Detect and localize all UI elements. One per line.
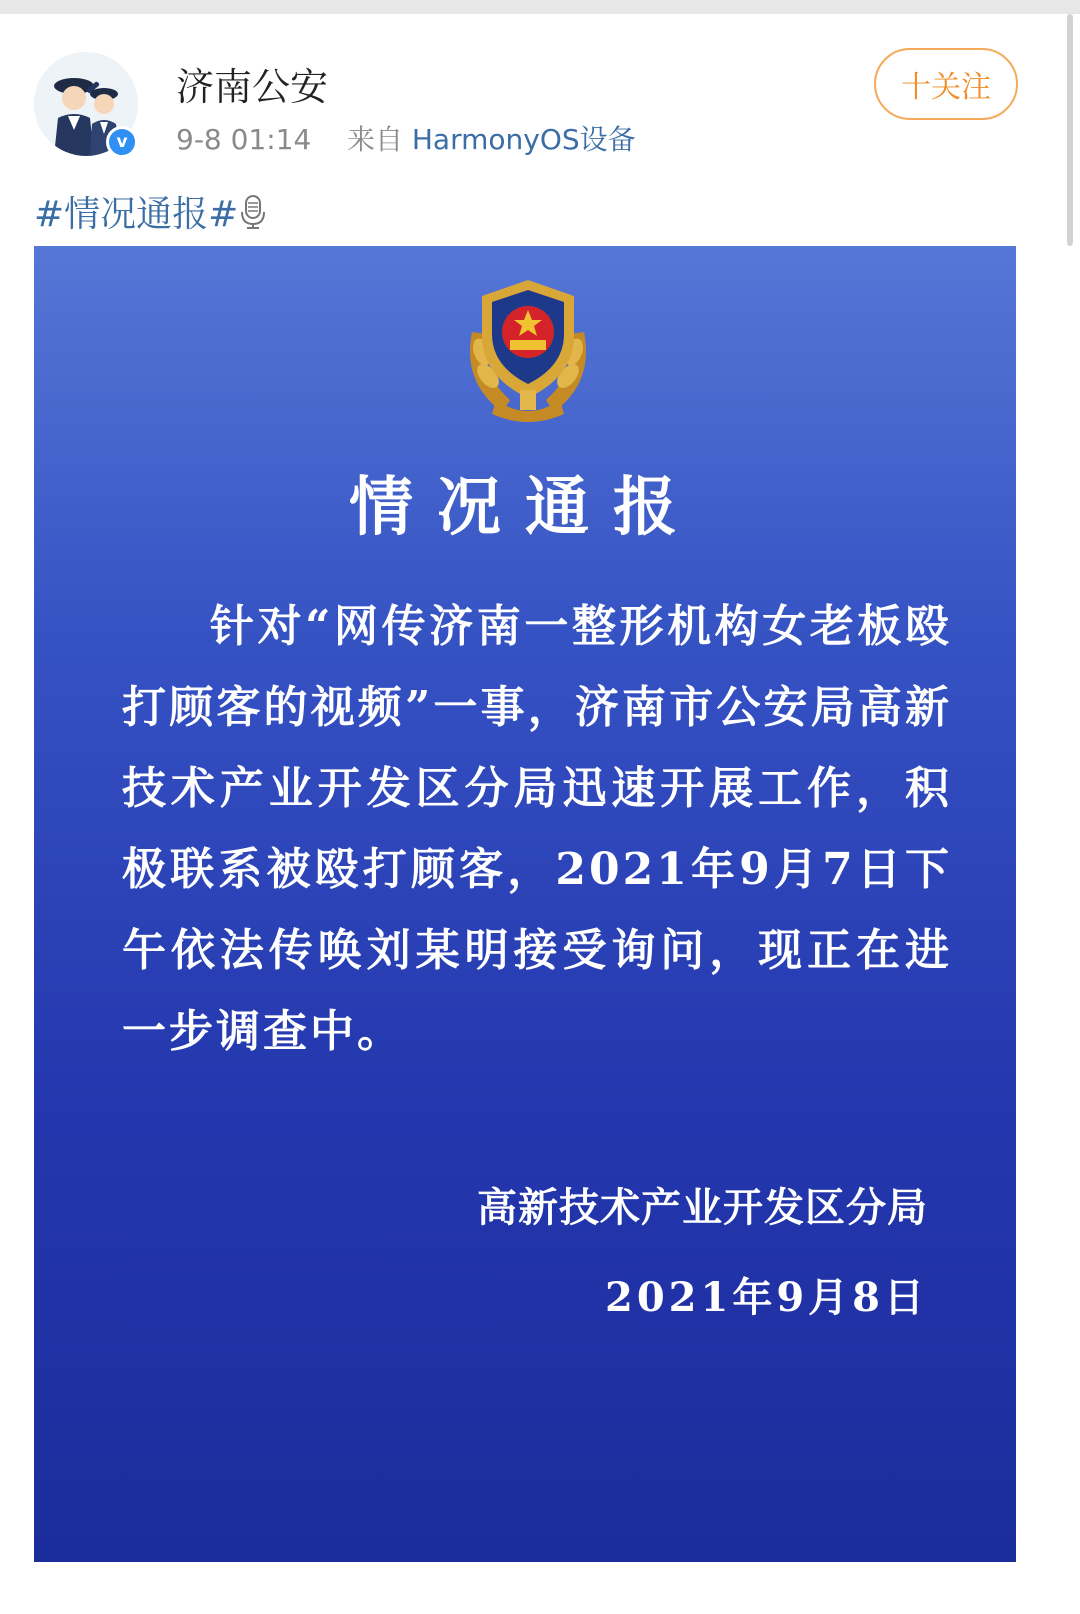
status-strip: [0, 0, 1080, 14]
post-image[interactable]: [34, 246, 1016, 1562]
source-prefix: 来自: [346, 123, 403, 156]
microphone-icon: [240, 194, 266, 239]
post-meta: [176, 118, 636, 158]
poster-date: 2021年9月8日: [605, 1274, 928, 1321]
follow-button[interactable]: 十关注: [874, 48, 1018, 120]
verified-badge-icon: v: [106, 126, 138, 158]
hashtag-link[interactable]: #情况通报#: [34, 186, 266, 239]
post-time: 9-8 01:14: [176, 123, 312, 156]
post-source[interactable]: HarmonyOS设备: [411, 123, 636, 156]
author-name[interactable]: 济南公安: [176, 65, 329, 109]
poster-issuer: 高新技术产业开发区分局: [477, 1184, 928, 1231]
scrollbar[interactable]: [1067, 14, 1073, 246]
poster-body: 针对“网传济南一整形机构女老板殴打顾客的视频”一事，济南市公安局高新技术产业开发区分局迅速开展工作，积极联系被殴打顾客，2021年9月7日下午依法传唤刘某明接受询问，现正在进一步调查中。: [122, 601, 952, 1057]
police-emblem-icon: [452, 272, 604, 428]
poster-title: 情况通报: [349, 470, 701, 545]
